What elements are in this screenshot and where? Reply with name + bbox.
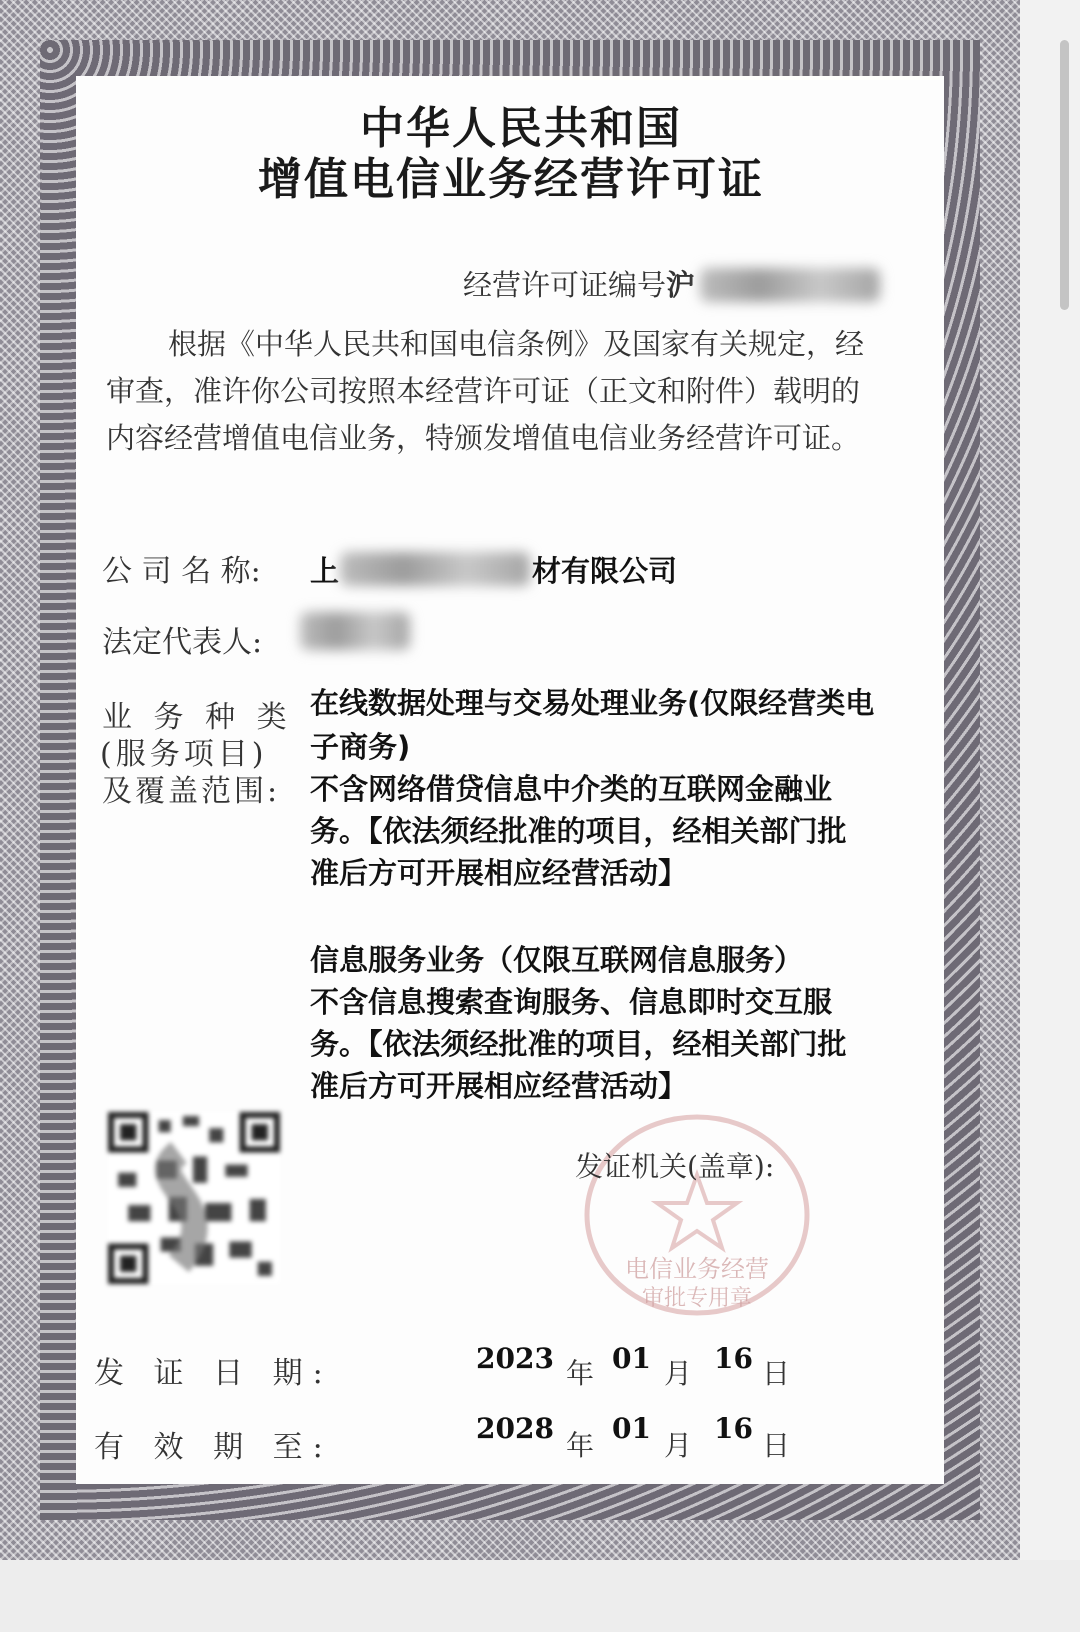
legal-representative-label: 法定代表人: [102, 625, 263, 660]
intro-line2: 审查，准许你公司按照本经营许可证（正文和附件）载明的 [106, 374, 861, 408]
issue-month: 01 [612, 1342, 651, 1375]
business1-line4: 务。【依法须经批准的项目，经相关部门批 [310, 814, 847, 848]
company-name-label: 公 司 名 称: [102, 554, 261, 589]
business2-line2: 不含信息搜索查询服务、信息即时交互服 [310, 985, 833, 1019]
intro-line3: 内容经营增值电信业务，特颁发增值电信业务经营许可证。 [106, 421, 861, 455]
seal-text-line1: 电信业务经营 [625, 1255, 769, 1283]
issue-day-unit: 日 [762, 1357, 791, 1390]
issue-month-unit: 月 [664, 1357, 693, 1390]
business-type-label-line3: 及覆盖范围: [102, 774, 281, 809]
issue-day: 16 [714, 1342, 753, 1375]
issuer-label: 发证机关(盖章): [575, 1150, 775, 1183]
company-name-redacted [340, 552, 530, 586]
business2-line4: 准后方可开展相应经营活动】 [310, 1069, 688, 1103]
legal-representative-redacted [300, 612, 410, 650]
scrollbar-thumb[interactable] [1060, 40, 1069, 310]
valid-year-unit: 年 [566, 1429, 595, 1462]
intro-line1: 根据《中华人民共和国电信条例》及国家有关规定，经 [168, 327, 865, 361]
license-number-label: 经营许可证编号沪 [463, 268, 696, 302]
issue-year: 2023 [476, 1342, 554, 1375]
valid-until-label: 有 效 期 至: [94, 1430, 333, 1465]
seal-text-line2: 审批专用章 [641, 1286, 753, 1311]
title-line1: 中华人民共和国 [360, 103, 682, 154]
company-name-prefix: 上 [310, 554, 340, 588]
business1-line5: 准后方可开展相应经营活动】 [310, 856, 688, 890]
valid-day: 16 [714, 1412, 753, 1445]
business1-line1: 在线数据处理与交易处理业务(仅限经营类电 [310, 686, 875, 720]
official-seal [572, 1105, 822, 1325]
title-line2: 增值电信业务经营许可证 [258, 154, 764, 205]
business-type-label-line1: 业 务 种 类 [102, 700, 293, 735]
license-number-redacted [700, 268, 880, 302]
company-name-suffix: 材有限公司 [532, 554, 678, 588]
business2-line3: 务。【依法须经批准的项目，经相关部门批 [310, 1027, 847, 1061]
qr-code [108, 1112, 280, 1284]
valid-day-unit: 日 [762, 1429, 791, 1462]
bottom-band [0, 1560, 1080, 1632]
valid-month: 01 [612, 1412, 651, 1445]
business1-line3: 不含网络借贷信息中介类的互联网金融业 [310, 772, 833, 806]
business1-line2: 子商务) [310, 730, 411, 764]
valid-year: 2028 [476, 1412, 554, 1445]
issue-date-label: 发 证 日 期: [94, 1356, 333, 1391]
business2-line1: 信息服务业务（仅限互联网信息服务） [310, 943, 804, 977]
valid-month-unit: 月 [664, 1429, 693, 1462]
issue-year-unit: 年 [566, 1357, 595, 1390]
business-type-label-line2: (服务项目) [100, 737, 268, 772]
